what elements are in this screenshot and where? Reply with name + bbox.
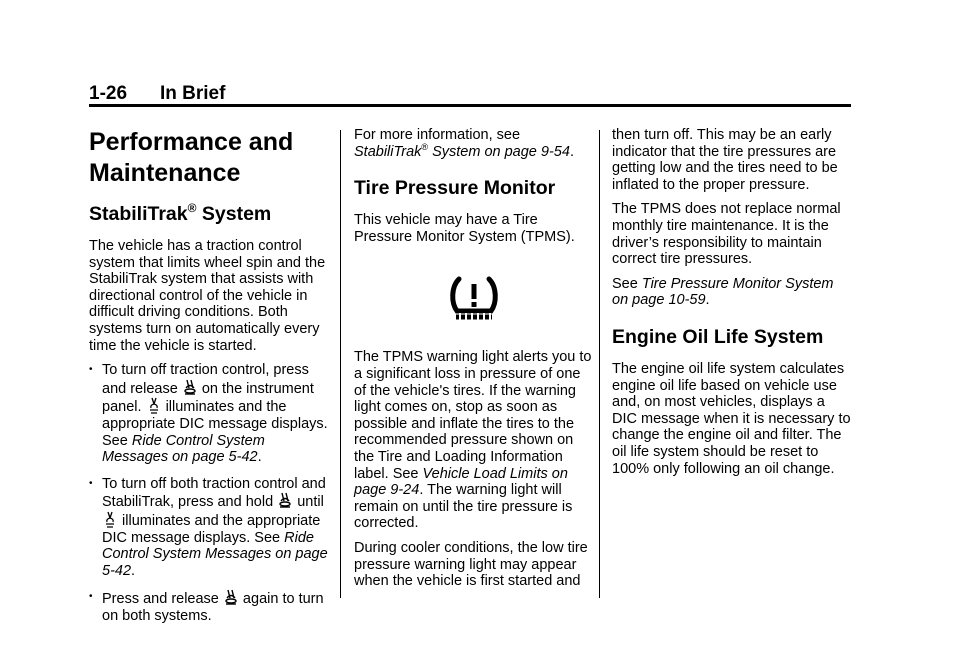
column-divider	[599, 130, 600, 598]
section-title: In Brief	[160, 83, 226, 104]
tpms-figure	[354, 253, 594, 339]
column-divider	[340, 130, 341, 598]
column-1	[89, 127, 329, 634]
page-title: Performance and Maintenance	[89, 128, 294, 187]
tpms-warning-text: The TPMS warning light alerts you to a significant loss in pressure of one of the vehicle's tires. If the warning light comes on, stop as soon as possible and inflate the tires to the recommended pressure shown on the Tire and Loading Information label. See Vehicle Load Limits on page 9-24. The warning light will remain on until the tire pressure is corrected.	[354, 349, 592, 532]
stabilitrak-intro: The vehicle has a traction control system that limits wheel spin and the StabiliTrak system that assists with directional control of the vehicle in difficult driving conditions. Both systems turn on automatically every time the vehicle is started.	[89, 238, 326, 354]
tpms-continued: then turn off. This may be an early indicator that the tire pressures are getting low and the tires need to be inflated to the proper pressure.	[612, 127, 838, 193]
page-number: 1-26	[89, 83, 128, 104]
list-item: • Press and release again to turn on both systems.	[89, 591, 324, 624]
more-info: For more information, see StabiliTrak® System on page 9-54.	[354, 127, 574, 160]
traction-control-off-icon	[225, 589, 237, 606]
traction-control-off-icon	[279, 492, 291, 509]
stabilitrak-heading: StabiliTrak® System	[89, 201, 272, 225]
list-item: • To turn off both traction control and StabiliTrak, press and hold until illuminates and the appropriate DIC message displays. See Ride Control System Messages on page 5-42.	[89, 475, 328, 579]
page-header	[89, 84, 849, 104]
header-rule	[89, 104, 851, 107]
oil-life-heading: Engine Oil Life System	[612, 325, 824, 348]
tpms-reference: See Tire Pressure Monitor System on page 10-59.	[612, 275, 834, 309]
stabilitrak-indicator-icon	[148, 397, 160, 414]
tpms-maintenance-note: The TPMS does not replace normal monthly tire maintenance. It is the driver’s responsibility to maintain correct tire pressures.	[612, 201, 841, 268]
oil-life-text: The engine oil life system calculates engine oil life based on vehicle use and, on most vehicles, displays a DIC message when it is necessary to change the engine oil and filter. The oil life system should be reset to 100% only following an oil change.	[612, 360, 851, 477]
tpms-heading: Tire Pressure Monitor	[354, 177, 556, 200]
stabilitrak-indicator-icon	[104, 511, 116, 528]
column-2	[354, 127, 594, 598]
tpms-cool-conditions: During cooler conditions, the low tire pressure warning light may appear when the vehicle is first started and	[354, 539, 588, 590]
stabilitrak-steps	[89, 362, 329, 624]
traction-control-off-icon	[184, 379, 196, 396]
column-3	[612, 127, 852, 485]
tpms-intro: This vehicle may have a Tire Pressure Monitor System (TPMS).	[354, 212, 575, 245]
tire-pressure-warning-icon	[448, 275, 500, 323]
list-item: • To turn off traction control, press and release on the instrument panel. illuminates and the appropriate DIC message displays. See Ride Control System Messages on page 5-42.	[89, 362, 328, 466]
